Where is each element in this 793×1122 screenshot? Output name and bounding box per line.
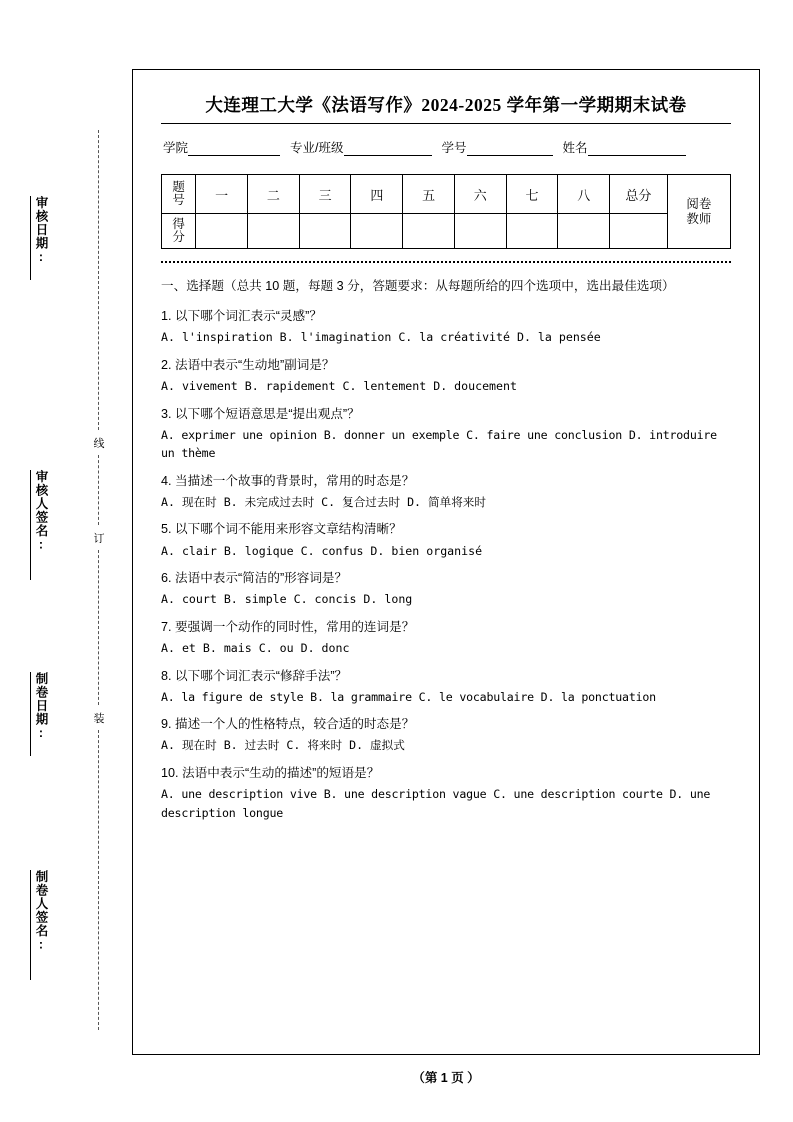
- grader-label-line1: 阅卷: [686, 197, 712, 212]
- dotted-separator: [161, 261, 731, 263]
- question-stem-9: 9. 描述一个人的性格特点，较合适的时态是？: [161, 717, 415, 732]
- margin-note-make-date-rule: [30, 672, 31, 756]
- question-options-3: A. exprimer une opinion B. donner un exemple C. faire une conclusion D. introduire un thème: [161, 427, 717, 461]
- score-cell-3[interactable]: [299, 214, 351, 249]
- score-label-line2: 分: [172, 230, 185, 244]
- score-table-grader-header: [667, 175, 730, 249]
- question-stem-4: 4. 当描述一个故事的背景时，常用的时态是？: [161, 473, 415, 488]
- fold-binding-line: [92, 130, 106, 1030]
- score-table-col-total: 总分: [610, 175, 668, 214]
- score-table-col-5: 五: [403, 175, 455, 214]
- table-row-question-numbers: [162, 175, 731, 214]
- score-cell-7[interactable]: [506, 214, 558, 249]
- grader-label-line2: 教师: [686, 211, 712, 226]
- student-info-row: [163, 138, 729, 156]
- question-options-4: A. 现在时 B. 未完成过去时 C. 复合过去时 D. 简单将来时: [161, 494, 486, 509]
- question-options-7: A. et B. mais C. ou D. donc: [161, 640, 350, 655]
- section-heading: 一、选择题（总共 10 题，每题 3 分，答题要求：从每题所给的四个选项中，选出最佳选项）: [161, 279, 675, 293]
- score-cell-5[interactable]: [403, 214, 455, 249]
- field-college-label: 学院: [163, 141, 189, 155]
- score-cell-1[interactable]: [196, 214, 248, 249]
- field-name-label: 姓名: [562, 141, 588, 155]
- question-options-10: A. une description vive B. une description vague C. une description courte D. une description longue: [161, 787, 711, 820]
- question-stem-7: 7. 要强调一个动作的同时性，常用的连词是？: [161, 619, 415, 634]
- score-table-col-8: 八: [558, 175, 610, 214]
- question-options-2: A. vivement B. rapidement C. lentement D. doucement: [161, 378, 517, 393]
- question-body: [161, 276, 731, 822]
- fold-char-1: 线: [93, 438, 105, 450]
- field-name-input[interactable]: [588, 141, 686, 156]
- field-major-class-input[interactable]: [344, 141, 432, 156]
- question-stem-2: 2. 法语中表示“生动地”副词是？: [161, 357, 335, 372]
- question-options-9: A. 现在时 B. 过去时 C. 将来时 D. 虚拟式: [161, 738, 405, 753]
- score-table-col-3: 三: [299, 175, 351, 214]
- margin-note-make-signature: 制卷人签名:: [34, 870, 48, 953]
- field-student-id-label: 学号: [441, 141, 467, 155]
- score-table: [161, 174, 731, 249]
- fold-line-segment-2: [98, 455, 99, 525]
- score-table-col-6: 六: [454, 175, 506, 214]
- score-table-col-7: 七: [506, 175, 558, 214]
- question-stem-6: 6. 法语中表示“简洁的”形容词是？: [161, 571, 348, 586]
- row-label-line1: 题: [172, 179, 185, 194]
- page-footer: （第 1 页 ）: [412, 1071, 480, 1085]
- question-stem-10: 10. 法语中表示“生动的描述”的短语是？: [161, 765, 380, 780]
- title-underline: [161, 123, 731, 124]
- margin-note-review-signature: 审核人签名:: [34, 470, 48, 553]
- score-table-col-1: 一: [196, 175, 248, 214]
- question-stem-5: 5. 以下哪个词不能用来形容文章结构清晰？: [161, 522, 402, 537]
- question-options-1: A. l'inspiration B. l'imagination C. la créativité D. la pensée: [161, 330, 601, 345]
- margin-note-review-date-rule: [30, 196, 31, 280]
- question-options-8: A. la figure de style B. la grammaire C. le vocabulaire D. la ponctuation: [161, 689, 656, 704]
- margin-note-review-signature-rule: [30, 470, 31, 580]
- score-cell-4[interactable]: [351, 214, 403, 249]
- field-major-class: [290, 138, 431, 156]
- page-title: 大连理工大学《法语写作》2024‐2025 学年第一学期期末试卷: [205, 95, 687, 115]
- field-major-class-label: 专业/班级: [290, 141, 344, 155]
- exam-paper-frame: [132, 69, 760, 1055]
- score-cell-8[interactable]: [558, 214, 610, 249]
- fold-line-segment-3: [98, 550, 99, 705]
- question-stem-3: 3. 以下哪个短语意思是“提出观点”？: [161, 406, 360, 421]
- score-table-col-2: 二: [248, 175, 300, 214]
- fold-line-segment-1: [98, 130, 99, 430]
- score-table-row-label-question: [162, 175, 196, 214]
- fold-char-2: 订: [93, 533, 105, 545]
- row-label-line2: 号: [172, 193, 185, 207]
- score-cell-6[interactable]: [454, 214, 506, 249]
- score-table-wrapper: [161, 174, 731, 249]
- question-options-6: A. court B. simple C. concis D. long: [161, 592, 413, 607]
- left-margin-column: [0, 0, 132, 1122]
- question-options-5: A. clair B. logique C. confus D. bien organisé: [161, 543, 483, 558]
- fold-char-3: 装: [93, 713, 105, 725]
- margin-note-make-signature-rule: [30, 870, 31, 980]
- table-row-scores: [162, 214, 731, 249]
- field-student-id-input[interactable]: [467, 141, 553, 156]
- fold-line-segment-4: [98, 730, 99, 1030]
- question-stem-8: 8. 以下哪个词汇表示“修辞手法”？: [161, 668, 348, 683]
- question-stem-1: 1. 以下哪个词汇表示“灵感”？: [161, 309, 322, 324]
- field-college-input[interactable]: [188, 141, 280, 156]
- margin-note-make-date: 制卷日期:: [34, 672, 48, 741]
- field-student-id: [442, 138, 553, 156]
- margin-note-review-date: 审核日期:: [34, 196, 48, 265]
- score-cell-total[interactable]: [610, 214, 668, 249]
- score-label-line1: 得: [172, 216, 185, 231]
- field-college: [163, 138, 280, 156]
- field-name: [563, 138, 686, 156]
- score-table-row-label-score: [162, 214, 196, 249]
- score-cell-2[interactable]: [248, 214, 300, 249]
- score-table-col-4: 四: [351, 175, 403, 214]
